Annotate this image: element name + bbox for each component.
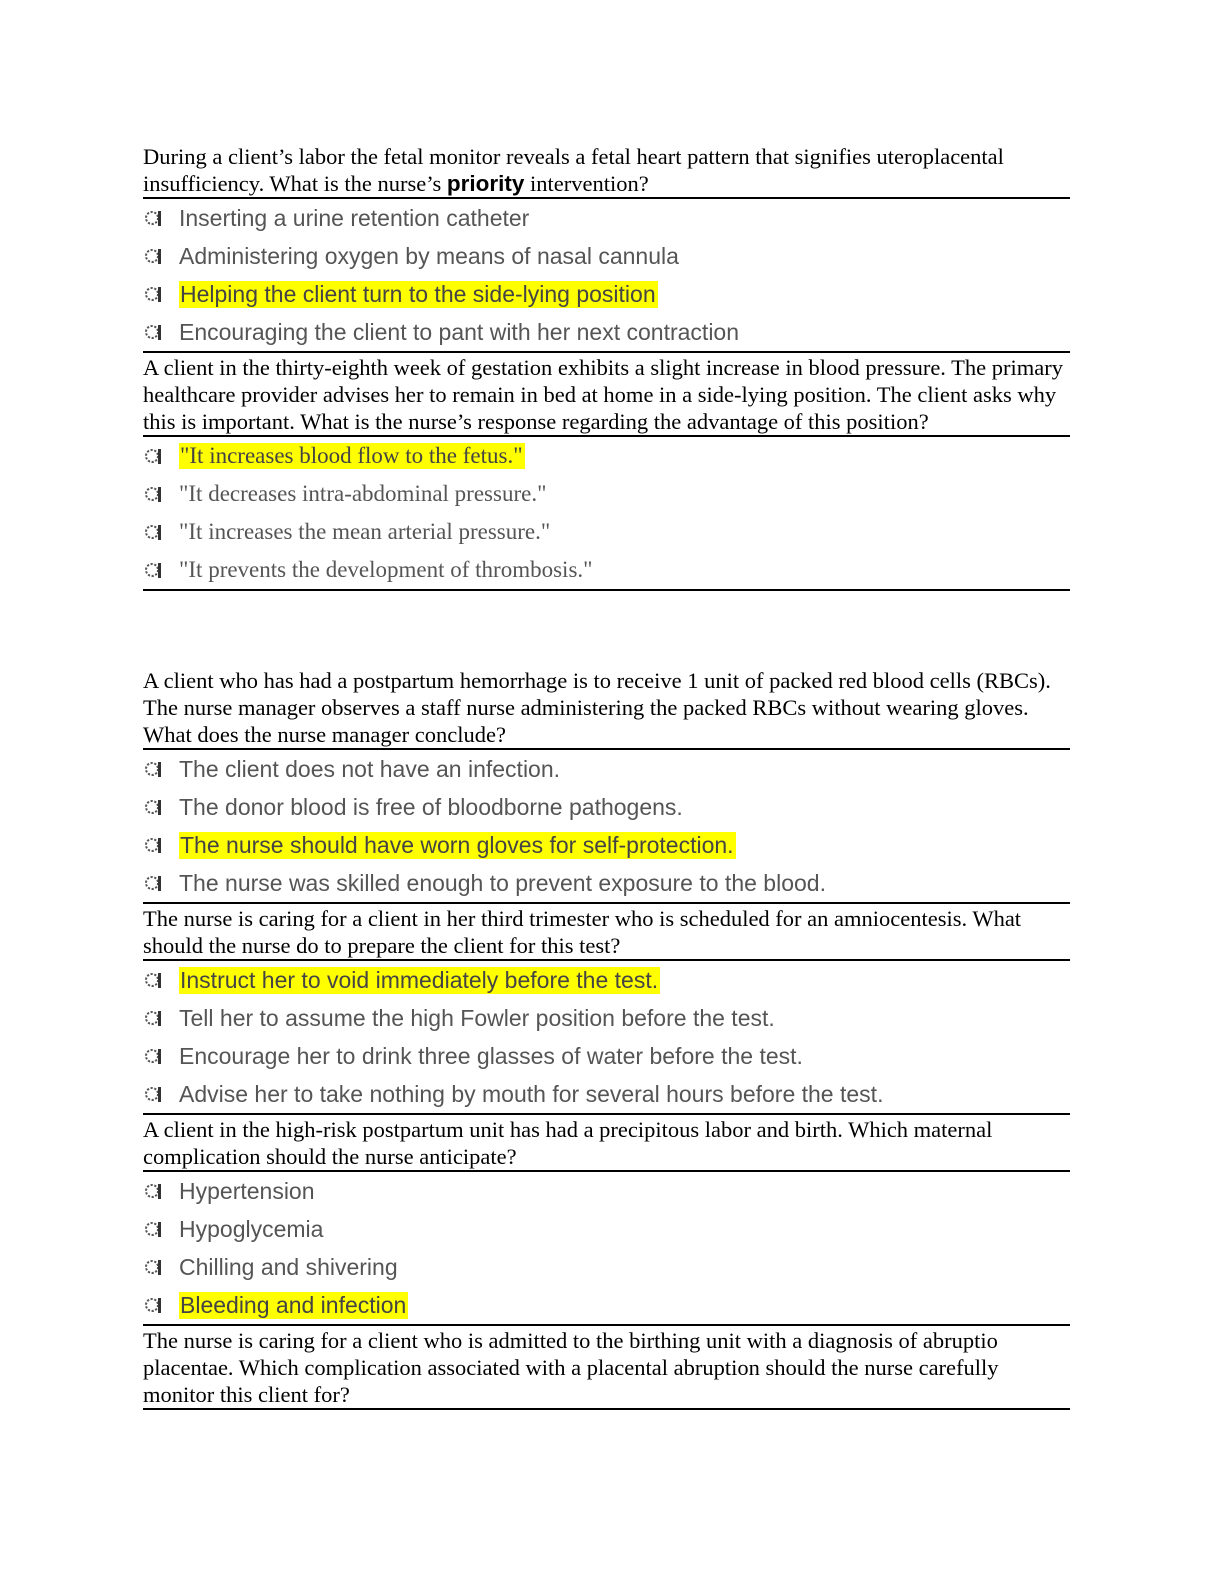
answer-label: Hypertension xyxy=(179,1177,315,1204)
answer-option[interactable] xyxy=(143,313,1070,351)
answer-label: The donor blood is free of bloodborne pathogens. xyxy=(179,793,683,820)
answer-label: The nurse was skilled enough to prevent exposure to the blood. xyxy=(179,869,826,896)
radio-icon[interactable] xyxy=(143,796,179,818)
answer-label: Encourage her to drink three glasses of water before the test. xyxy=(179,1042,803,1069)
radio-icon[interactable] xyxy=(143,1218,179,1240)
radio-icon[interactable] xyxy=(143,483,179,505)
answer-option[interactable] xyxy=(143,475,1070,513)
answer-label: Inserting a urine retention catheter xyxy=(179,204,530,231)
answer-option[interactable] xyxy=(143,750,1070,788)
radio-icon[interactable] xyxy=(143,559,179,581)
question-2-text: A client in the thirty-eighth week of gestation exhibits a slight increase in blood pressure. The primary healthcare provider advises her to remain in bed at home in a side-lying position. The client asks why this is important. What is the nurse’s response regarding the advantage of this position? xyxy=(143,355,1063,434)
answer-option-correct[interactable] xyxy=(143,437,1070,475)
answer-option[interactable] xyxy=(143,1075,1070,1113)
radio-icon[interactable] xyxy=(143,1294,179,1316)
radio-icon[interactable] xyxy=(143,1083,179,1105)
answer-option[interactable] xyxy=(143,199,1070,237)
answer-label-highlighted: Bleeding and infection xyxy=(180,1291,407,1318)
radio-icon[interactable] xyxy=(143,872,179,894)
question-1-options xyxy=(143,199,1070,351)
question-5-text: A client in the high-risk postpartum unit has had a precipitous labor and birth. Which maternal complication should the nurse anticipate? xyxy=(143,1117,993,1169)
answer-label: Encouraging the client to pant with her next contraction xyxy=(179,318,740,345)
answer-option[interactable] xyxy=(143,237,1070,275)
blank-space xyxy=(143,591,1070,667)
question-3-text: A client who has had a postpartum hemorrhage is to receive 1 unit of packed red blood cells (RBCs). The nurse manager observes a staff nurse administering the packed RBCs without wearing gloves. What does the nurse manager conclude? xyxy=(143,668,1051,747)
radio-icon[interactable] xyxy=(143,758,179,780)
answer-option[interactable] xyxy=(143,1037,1070,1075)
answer-option[interactable] xyxy=(143,1210,1070,1248)
radio-icon[interactable] xyxy=(143,969,179,991)
radio-icon[interactable] xyxy=(143,521,179,543)
question-3-options xyxy=(143,750,1070,902)
answer-label: "It decreases intra-abdominal pressure." xyxy=(179,481,547,506)
answer-label: Advise her to take nothing by mouth for several hours before the test. xyxy=(179,1080,884,1107)
question-5-options xyxy=(143,1172,1070,1324)
radio-icon[interactable] xyxy=(143,245,179,267)
document-page xyxy=(143,142,1070,1410)
question-4-text: The nurse is caring for a client in her third trimester who is scheduled for an amniocentesis. What should the nurse do to prepare the client for this test? xyxy=(143,906,1022,958)
question-2-options xyxy=(143,437,1070,589)
answer-option[interactable] xyxy=(143,788,1070,826)
radio-icon[interactable] xyxy=(143,321,179,343)
answer-label-highlighted: "It increases blood flow to the fetus." xyxy=(180,443,523,468)
question-5 xyxy=(143,1113,1070,1172)
question-1-text-post: intervention? xyxy=(524,171,649,196)
answer-option[interactable] xyxy=(143,864,1070,902)
answer-label: Chilling and shivering xyxy=(179,1253,398,1280)
question-4-options xyxy=(143,961,1070,1113)
question-1-emphasis: priority xyxy=(446,171,525,196)
question-1 xyxy=(143,142,1070,199)
answer-option[interactable] xyxy=(143,551,1070,589)
radio-icon[interactable] xyxy=(143,283,179,305)
question-6-text: The nurse is caring for a client who is admitted to the birthing unit with a diagnosis of abruptio placentae. Which complication associated with a placental abruption should the nurse carefully monitor this client for? xyxy=(143,1328,999,1407)
answer-label-highlighted: The nurse should have worn gloves for self-protection. xyxy=(180,831,734,858)
answer-label: "It prevents the development of thrombosis." xyxy=(179,557,593,582)
question-4 xyxy=(143,902,1070,961)
question-1-text-pre: During a client’s labor the fetal monitor reveals a fetal heart pattern that signifies uteroplacental insufficiency. What is the nurse’s xyxy=(143,144,1004,196)
radio-icon[interactable] xyxy=(143,1180,179,1202)
radio-icon[interactable] xyxy=(143,1007,179,1029)
radio-icon[interactable] xyxy=(143,1256,179,1278)
answer-label: Tell her to assume the high Fowler position before the test. xyxy=(179,1004,775,1031)
answer-label: "It increases the mean arterial pressure." xyxy=(179,519,551,544)
radio-icon[interactable] xyxy=(143,1045,179,1067)
answer-option-correct[interactable] xyxy=(143,1286,1070,1324)
answer-label-highlighted: Helping the client turn to the side-lying position xyxy=(180,280,656,307)
question-2 xyxy=(143,351,1070,437)
radio-icon[interactable] xyxy=(143,445,179,467)
answer-option[interactable] xyxy=(143,999,1070,1037)
answer-option[interactable] xyxy=(143,1248,1070,1286)
answer-label-highlighted: Instruct her to void immediately before the test. xyxy=(180,966,659,993)
answer-option[interactable] xyxy=(143,1172,1070,1210)
question-3 xyxy=(143,667,1070,750)
radio-icon[interactable] xyxy=(143,834,179,856)
radio-icon[interactable] xyxy=(143,207,179,229)
answer-label: The client does not have an infection. xyxy=(179,755,561,782)
answer-option-correct[interactable] xyxy=(143,826,1070,864)
question-6 xyxy=(143,1324,1070,1410)
answer-option-correct[interactable] xyxy=(143,275,1070,313)
answer-option[interactable] xyxy=(143,513,1070,551)
answer-label: Administering oxygen by means of nasal cannula xyxy=(179,242,679,269)
answer-option-correct[interactable] xyxy=(143,961,1070,999)
answer-label: Hypoglycemia xyxy=(179,1215,324,1242)
